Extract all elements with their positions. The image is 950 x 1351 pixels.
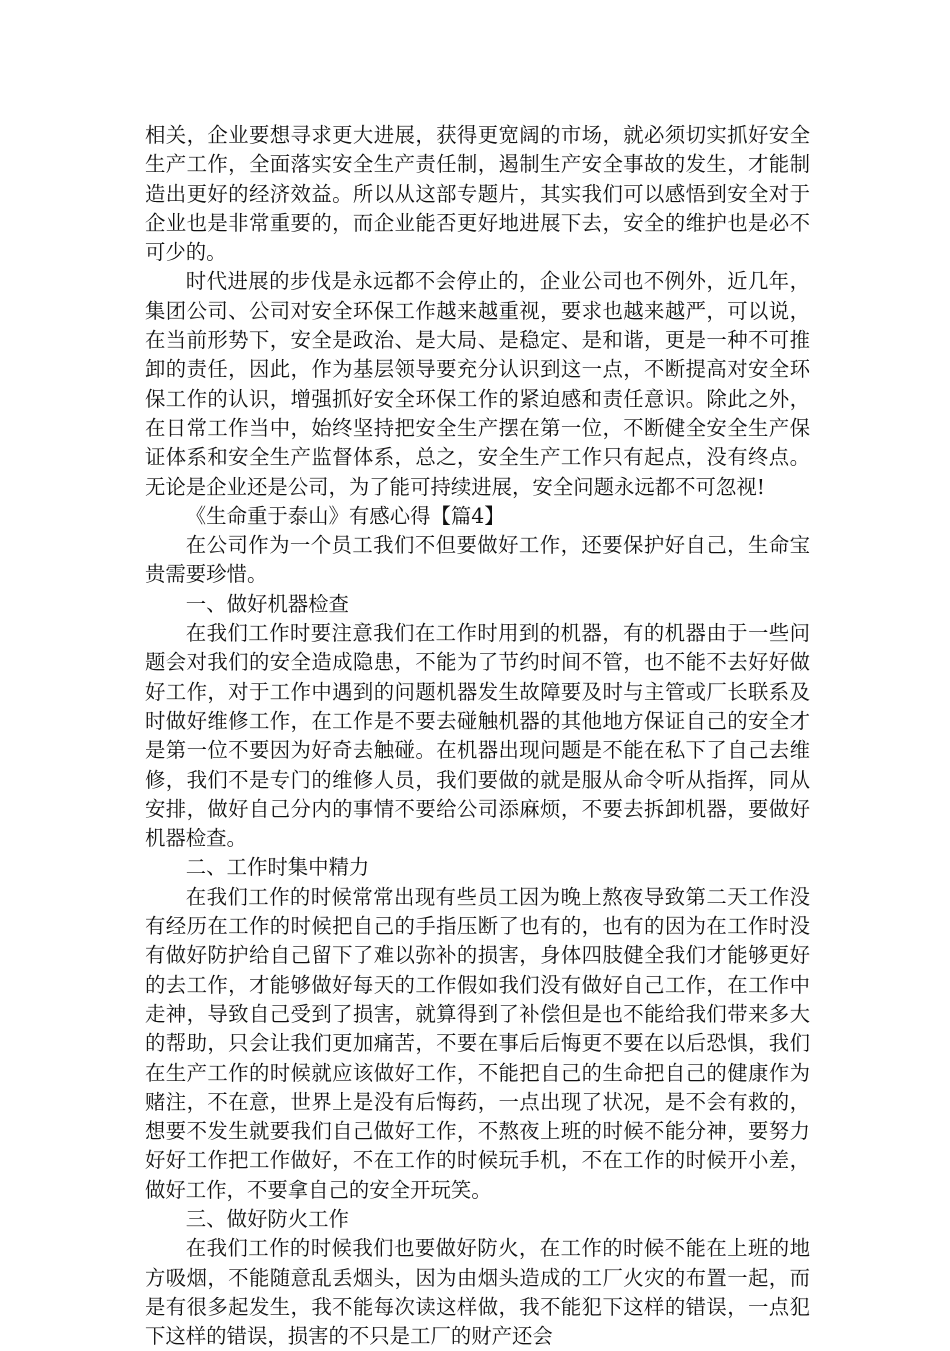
paragraph-continuation: 相关，企业要想寻求更大进展，获得更宽阔的市场，就必须切实抓好安全生产工作，全面落实安全生产责任制，遏制生产安全事故的发生，才能制造出更好的经济效益。所以从这部专题片，其实我们可以感悟到安全对于企业也是非常重要的，而企业能否更好地进展下去，安全的维护也是必不可少的。 — [145, 123, 810, 265]
paragraph-fire-prevention: 在我们工作的时候我们也要做好防火，在工作的时候不能在上班的地方吸烟，不能随意乱丢烟头，因为由烟头造成的工厂火灾的布置一起，而是有很多起发生，我不能每次读这样做，我不能犯下这样的错误，一点犯下这样的错误，损害的不只是工厂的财产还会 — [145, 1236, 810, 1349]
document-page — [145, 121, 810, 1351]
paragraph-times-progress: 时代进展的步伐是永远都不会停止的，企业公司也不例外，近几年，集团公司、公司对安全环保工作越来越重视，要求也越来越严，可以说，在当前形势下，安全是政治、是大局、是稳定、是和谐，更是一种不可推卸的责任，因此，作为基层领导要充分认识到这一点，不断提高对安全环保工作的认识，增强抓好安全环保工作的紧迫感和责任意识。除此之外，在日常工作当中，始终坚持把安全生产摆在第一位，不断健全安全生产保证体系和安全生产监督体系，总之，安全生产工作只有起点，没有终点。无论是企业还是公司，为了能可持续进展，安全问题永远都不可忽视! — [145, 269, 810, 499]
section-title-part4: 《生命重于泰山》有感心得【篇4】 — [185, 503, 505, 528]
heading-fire-prevention: 三、做好防火工作 — [185, 1206, 349, 1231]
heading-focus-at-work: 二、工作时集中精力 — [185, 855, 370, 880]
heading-machine-check: 一、做好机器检查 — [185, 591, 349, 616]
paragraph-intro: 在公司作为一个员工我们不但要做好工作，还要保护好自己，生命宝贵需要珍惜。 — [145, 533, 810, 587]
paragraph-focus-at-work: 在我们工作的时候常常出现有些员工因为晚上熬夜导致第二天工作没有经历在工作的时候把自己的手指压断了也有的，也有的因为在工作时没有做好防护给自己留下了难以弥补的损害，身体四肢健全我们才能够更好的去工作，才能够做好每天的工作假如我们没有做好自己工作，在工作中走神，导致自己受到了损害，就算得到了补偿但是也不能给我们带来多大的帮助，只会让我们更加痛苦，不要在事后后悔更不要在以后恐惧，我们在生产工作的时候就应该做好工作，不能把自己的生命把自己的健康作为赌注，不在意，世界上是没有后悔药，一点出现了状况，是不会有救的，想要不发生就要我们自己做好工作，不熬夜上班的时候不能分神，要努力好好工作把工作做好，不在工作的时候玩手机，不在工作的时候开小差，做好工作，不要拿自己的安全开玩笑。 — [145, 884, 810, 1202]
paragraph-machine-check: 在我们工作时要注意我们在工作时用到的机器，有的机器由于一些问题会对我们的安全造成隐患，不能为了节约时间不管，也不能不去好好做好工作，对于工作中遇到的问题机器发生故障要及时与主管或厂长联系及时做好维修工作，在工作是不要去碰触机器的其他地方保证自己的安全才是第一位不要因为好奇去触碰。在机器出现问题是不能在私下了自己去维修，我们不是专门的维修人员，我们要做的就是服从命令听从指挥，同从安排，做好自己分内的事情不要给公司添麻烦，不要去拆卸机器，要做好机器检查。 — [145, 621, 810, 851]
